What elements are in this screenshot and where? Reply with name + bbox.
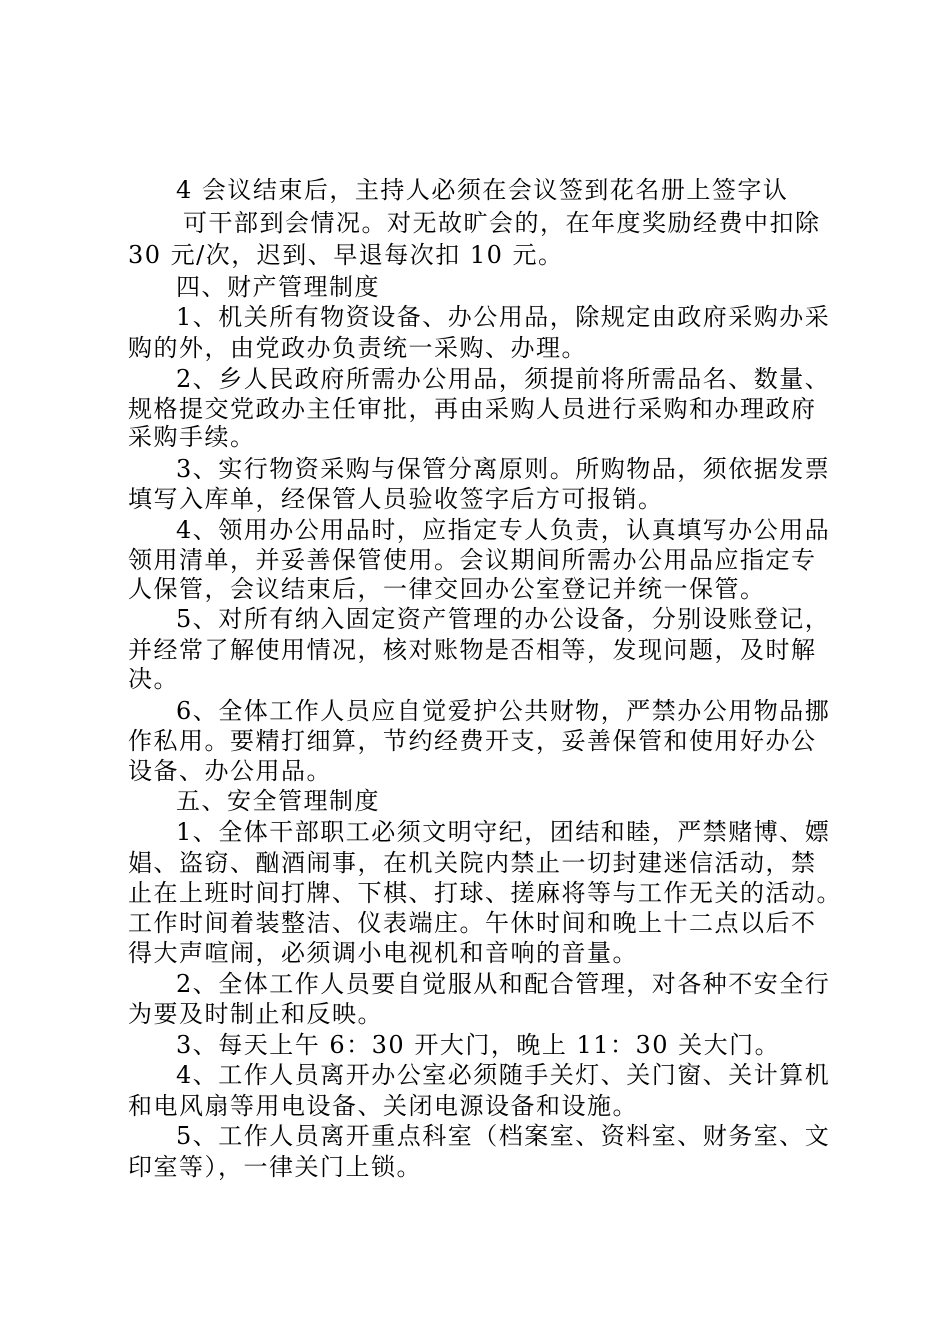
text-line: 6、全体工作人员应自觉爱护公共财物，严禁办公用物品挪 <box>176 697 831 725</box>
text-line: 人保管，会议结束后，一律交回办公室登记并统一保管。 <box>128 575 766 603</box>
text-line: 规格提交党政办主任审批，再由采购人员进行采购和办理政府 <box>128 395 817 423</box>
text-line: 4、领用办公用品时，应指定专人负责，认真填写办公用品 <box>176 516 831 544</box>
text-line: 1、机关所有物资设备、办公用品，除规定由政府采购办采 <box>176 303 831 331</box>
text-line: 止在上班时间打牌、下棋、打球、搓麻将等与工作无关的活动。 <box>128 879 842 907</box>
text-line: 和电风扇等用电设备、关闭电源设备和设施。 <box>128 1092 638 1120</box>
text-line: 为要及时制止和反映。 <box>128 1000 383 1028</box>
text-line: 设备、办公用品。 <box>128 757 332 785</box>
text-line: 3、每天上午 6：30 开大门，晚上 11：30 关大门。 <box>176 1031 781 1059</box>
text-line: 购的外，由党政办负责统一采购、办理。 <box>128 334 587 362</box>
text-line: 得大声喧闹，必须调小电视机和音响的音量。 <box>128 939 638 967</box>
text-line: 5、对所有纳入固定资产管理的办公设备，分别设账登记， <box>176 605 831 633</box>
text-line: 采购手续。 <box>128 423 256 451</box>
text-line: 娼、盗窃、酗酒闹事，在机关院内禁止一切封建迷信活动，禁 <box>128 849 817 877</box>
text-line: 填写入库单，经保管人员验收签字后方可报销。 <box>128 485 664 513</box>
text-line: 领用清单，并妥善保管使用。会议期间所需办公用品应指定专 <box>128 546 817 574</box>
text-line: 4 会议结束后，主持人必须在会议签到花名册上签字认 <box>176 176 789 204</box>
text-line: 4、工作人员离开办公室必须随手关灯、关门窗、关计算机 <box>176 1061 831 1089</box>
text-line: 1、全体干部职工必须文明守纪，团结和睦，严禁赌博、嫖 <box>176 818 831 846</box>
text-line: 决。 <box>128 665 179 693</box>
text-line: 作私用。要精打细算，节约经费开支，妥善保管和使用好办公 <box>128 727 817 755</box>
text-line: 5、工作人员离开重点科室（档案室、资料室、财务室、文 <box>176 1122 831 1150</box>
section-heading: 五、安全管理制度 <box>176 787 380 815</box>
text-line: 工作时间着装整洁、仪表端庄。午休时间和晚上十二点以后不 <box>128 909 817 937</box>
text-line: 并经常了解使用情况，核对账物是否相等，发现问题，及时解 <box>128 636 817 664</box>
text-line: 3、实行物资采购与保管分离原则。所购物品，须依据发票 <box>176 455 831 483</box>
text-line: 2、全体工作人员要自觉服从和配合管理，对各种不安全行 <box>176 970 831 998</box>
text-line: 30 元/次，迟到、早退每次扣 10 元。 <box>128 241 564 269</box>
text-line: 2、乡人民政府所需办公用品，须提前将所需品名、数量、 <box>176 365 831 393</box>
section-heading: 四、财产管理制度 <box>176 273 380 301</box>
text-line: 印室等），一律关门上锁。 <box>128 1153 422 1181</box>
text-line: 可干部到会情况。对无故旷会的，在年度奖励经费中扣除 <box>183 209 821 237</box>
